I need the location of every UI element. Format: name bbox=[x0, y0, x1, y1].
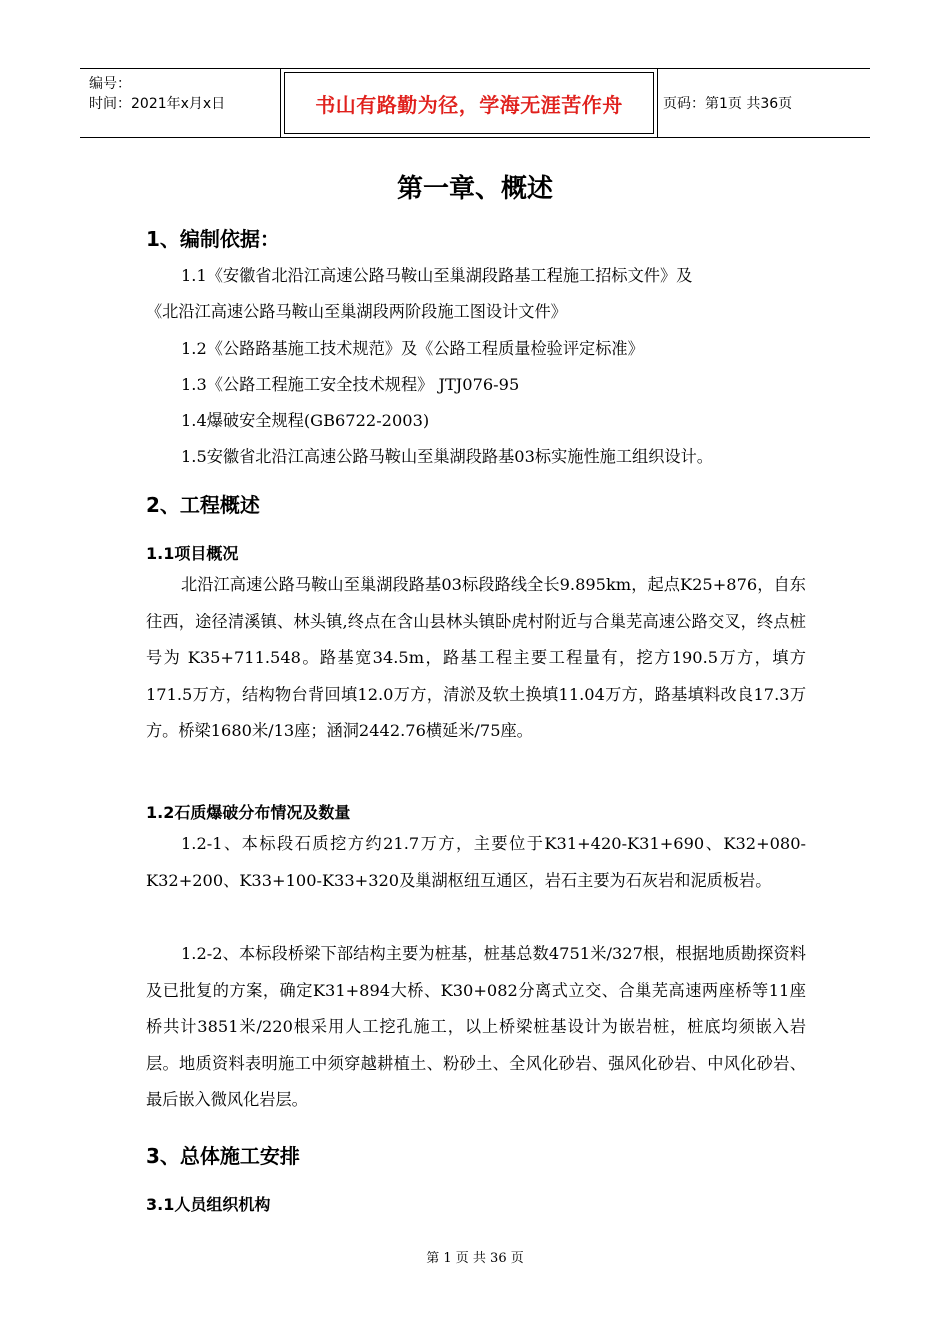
basis-item-1a: 1.1《安徽省北沿江高速公路马鞍山至巢湖段路基工程施工招标文件》及 bbox=[181, 266, 693, 285]
header-meta bbox=[80, 69, 280, 137]
page-footer: 第 1 页 共 36 页 bbox=[426, 1251, 524, 1266]
section3-heading: 3、总体施工安排 bbox=[146, 1144, 300, 1168]
blasting-paragraph-2: 1.2-2、本标段桥梁下部结构主要为桩基，桩基总数4751米/327根，根据地质勘探资料及已批复的方案，确定K31+894大桥、K30+082分离式立交、合巢芜高速两座桥等11座桥共计3851米/220根采用人工挖孔施工，以上桥梁桩基设计为嵌岩桩，桩底均须嵌入岩层。地质资料表明施工中须穿越耕植土、粉砂土、全风化砂岩、强风化砂岩、中风化砂岩、最后嵌入微风化岩层。 bbox=[146, 944, 806, 1110]
basis-item-3: 1.3《公路工程施工安全技术规程》 JTJ076-95 bbox=[181, 375, 520, 394]
project-overview-heading: 1.1项目概况 bbox=[146, 544, 239, 563]
time-label: 时间：2021年x月x日 bbox=[89, 96, 226, 112]
document-header bbox=[80, 68, 870, 138]
number-label: 编号： bbox=[89, 76, 131, 92]
basis-item-2: 1.2《公路路基施工技术规范》及《公路工程质量检验评定标准》 bbox=[181, 339, 644, 358]
basis-item-5: 1.5安徽省北沿江高速公路马鞍山至巢湖段路基03标实施性施工组织设计。 bbox=[181, 447, 713, 466]
basis-item-1b: 《北沿江高速公路马鞍山至巢湖段两阶段施工图设计文件》 bbox=[146, 302, 567, 321]
blasting-paragraph-1: 1.2-1、本标段石质挖方约21.7万方，主要位于K31+420-K31+690、K32+080-K32+200、K33+100-K33+320及巢湖枢纽互通区，岩石主要为石灰岩和泥质板岩。 bbox=[146, 834, 806, 890]
personnel-heading: 3.1人员组织机构 bbox=[146, 1195, 271, 1214]
section1-heading: 1、编制依据： bbox=[146, 227, 280, 251]
page-label: 页码：第1页 共36页 bbox=[663, 96, 793, 112]
motto-text: 书山有路勤为径，学海无涯苦作舟 bbox=[284, 72, 654, 134]
project-overview-text: 北沿江高速公路马鞍山至巢湖段路基03标段路线全长9.895km，起点K25+876，自东往西，途径清溪镇、林头镇,终点在含山县林头镇卧虎村附近与合巢芜高速公路交叉，终点桩号为 K35+711.548。路基宽34.5m，路基工程主要工程量有，挖方190.5万方，填方171.5万方，结构物台背回填12.0万方，清淤及软土换填11.04万方，路基填料改良17.3万方。桥梁1680米/13座；涵洞2442.76横延米/75座。 bbox=[146, 575, 806, 741]
header-motto-cell bbox=[280, 69, 658, 137]
basis-item-4: 1.4爆破安全规程(GB6722-2003) bbox=[181, 411, 430, 430]
section2-heading: 2、工程概述 bbox=[146, 493, 260, 517]
blasting-heading: 1.2石质爆破分布情况及数量 bbox=[146, 803, 351, 822]
chapter-title: 第一章、概述 bbox=[396, 174, 553, 204]
